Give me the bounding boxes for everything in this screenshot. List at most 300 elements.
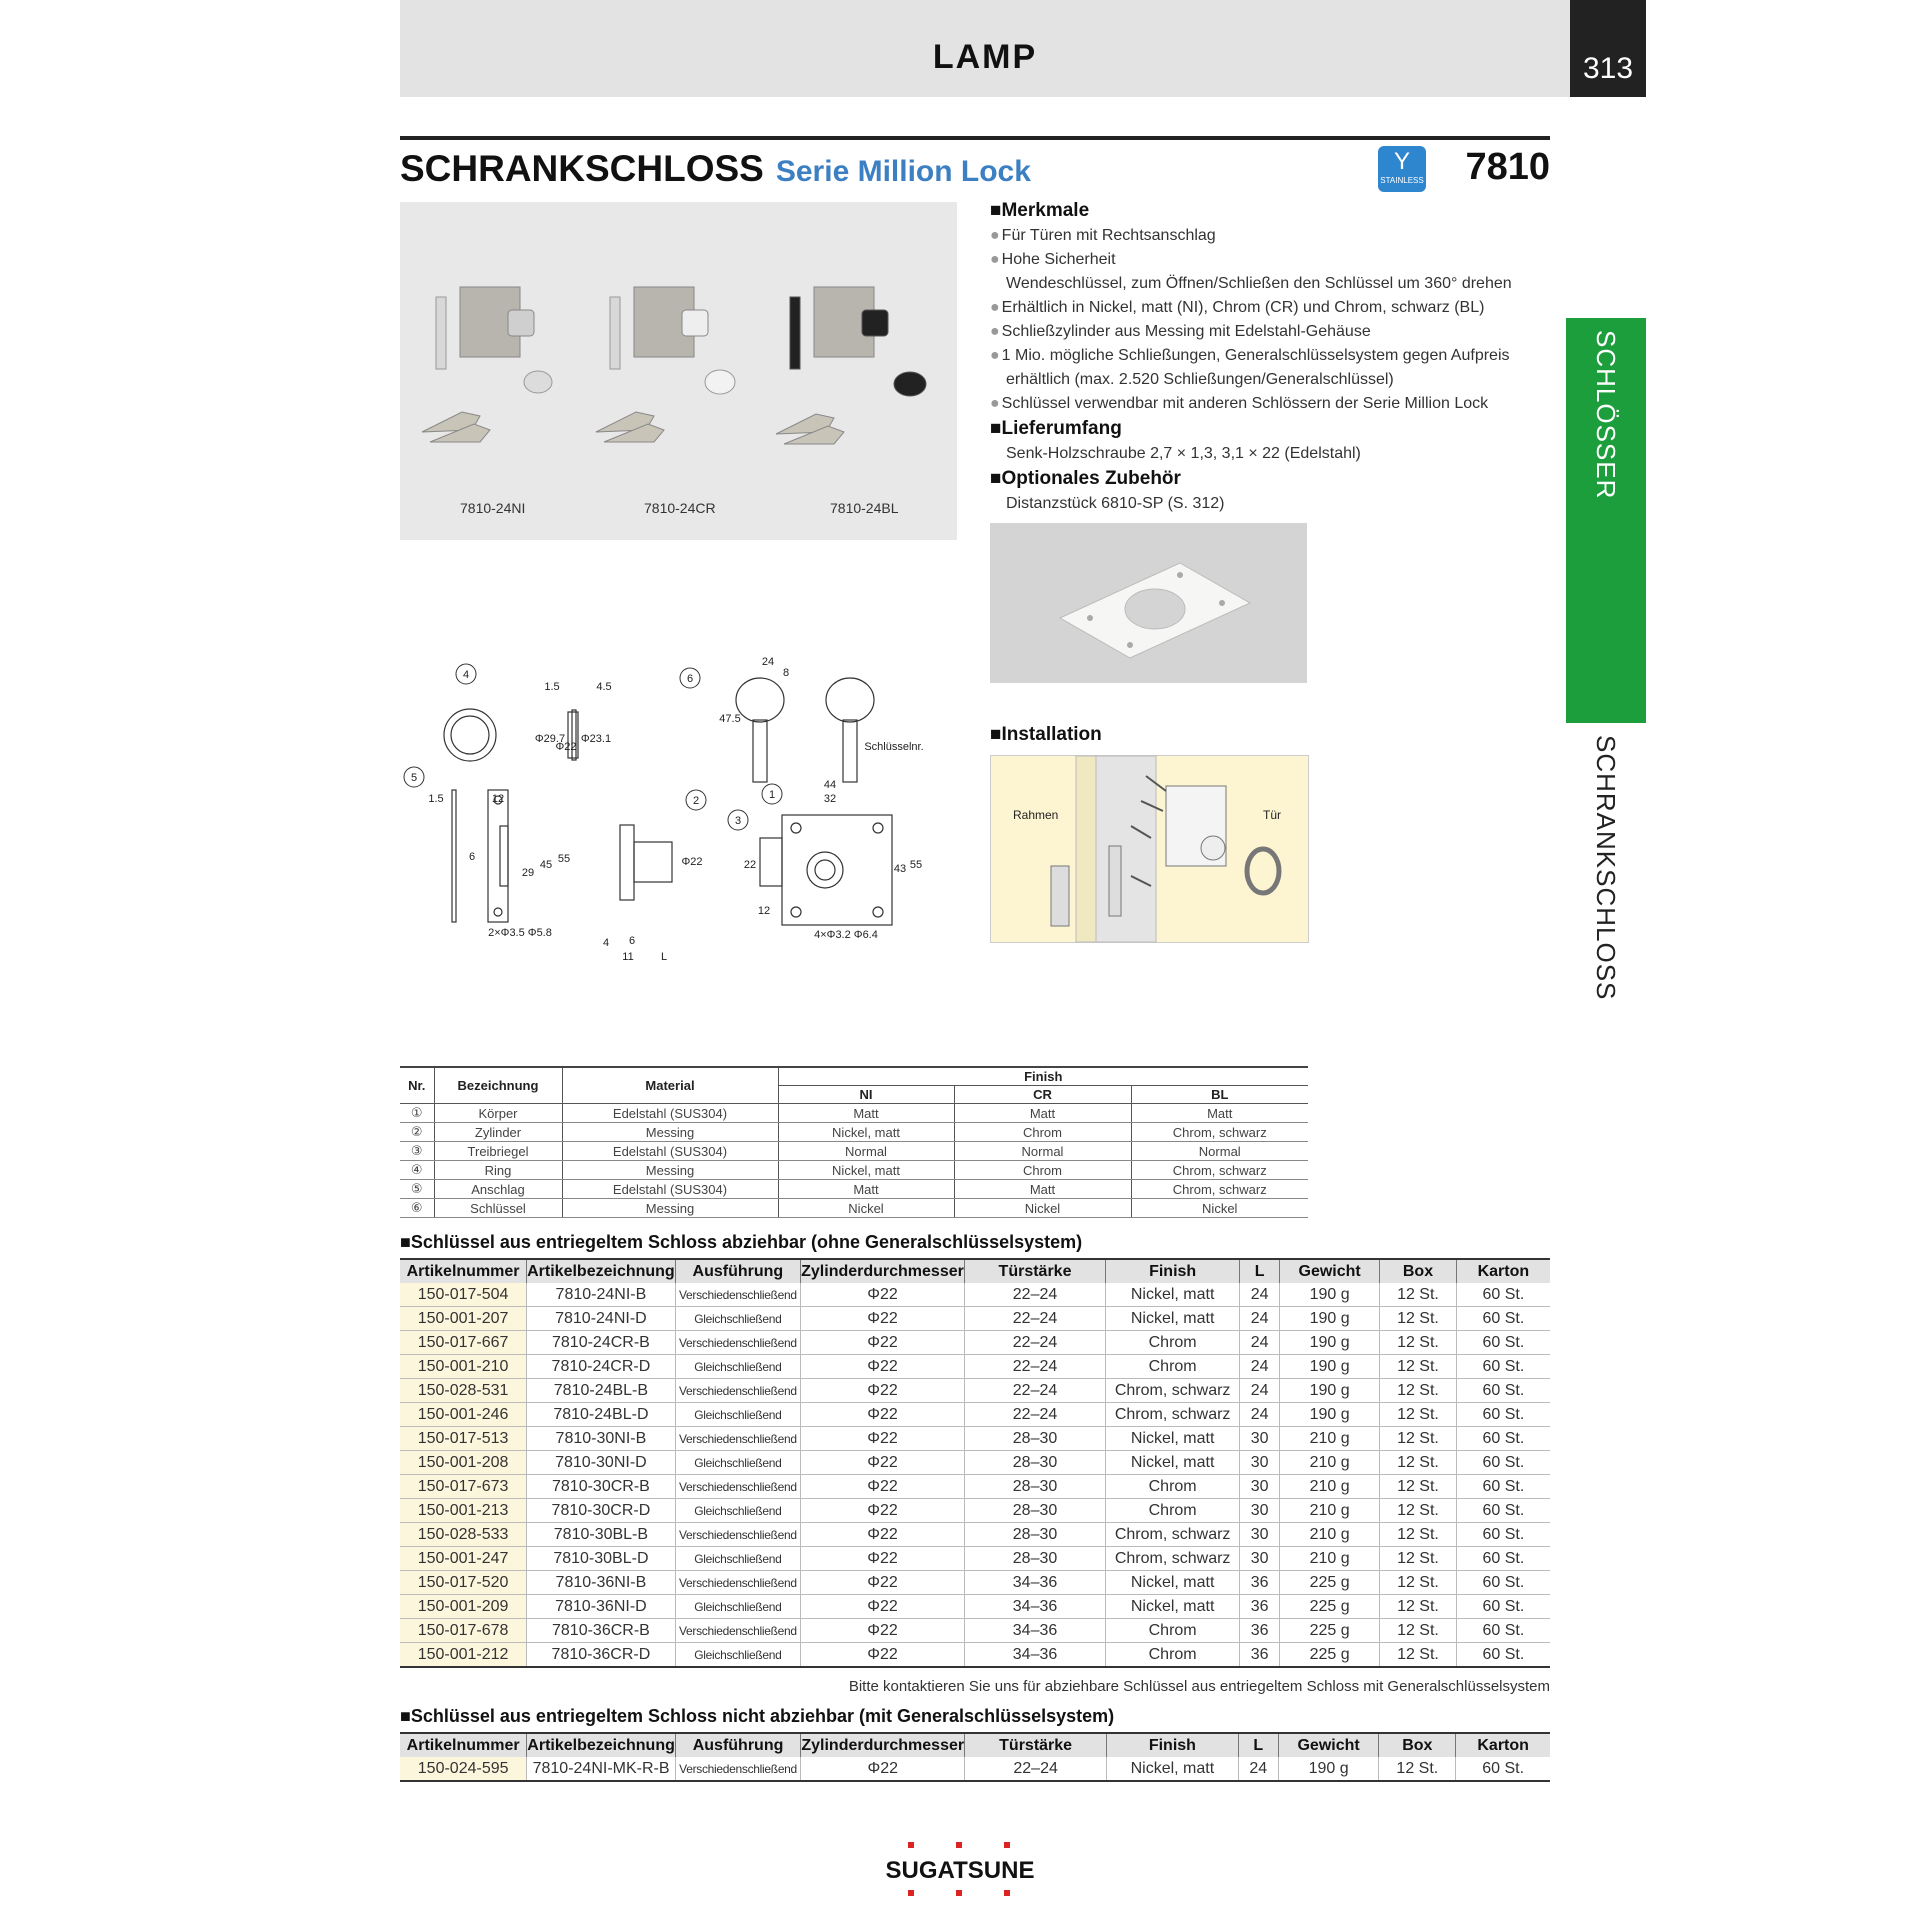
installation-diagram [990,755,1309,943]
table-cell: Chrom, schwarz [1106,1523,1240,1547]
table-cell: 7810-24CR-B [527,1331,676,1355]
column-header: Karton [1456,1259,1550,1283]
table-cell: 60 St. [1456,1379,1550,1403]
callout-5: 5 [410,772,418,784]
column-header: Finish [1107,1733,1239,1757]
table-cell: 24 [1238,1757,1278,1781]
dim-45: 45 [539,859,553,871]
table-row [400,1523,1550,1547]
table-row [400,1619,1550,1643]
table-cell: Nickel, matt [1106,1451,1240,1475]
table-cell: 190 g [1280,1307,1380,1331]
footer-logo [880,1840,1040,1900]
table-cell: 22–24 [964,1355,1105,1379]
material-table [400,1066,1308,1218]
dim-12: 12 [491,793,505,805]
table-cell: 150-028-531 [400,1379,527,1403]
column-header: Gewicht [1278,1733,1379,1757]
merkmale-heading: ■Merkmale [990,200,1090,221]
installation-label-rahmen: Rahmen [1013,808,1059,822]
mat-header-nr: Nr. [400,1067,434,1104]
table-cell: 28–30 [964,1523,1105,1547]
table-cell: 7810-24NI-MK-R-B [527,1757,676,1781]
lieferumfang-heading: ■Lieferumfang [990,418,1122,439]
table-cell: 28–30 [964,1547,1105,1571]
table-cell: Chrom [1106,1643,1240,1668]
table-cell: 24 [1240,1403,1280,1427]
table-cell: 30 [1240,1451,1280,1475]
material-cell: ② [400,1123,434,1142]
material-cell: Edelstahl (SUS304) [562,1142,778,1161]
table-cell: Nickel, matt [1107,1757,1239,1781]
dim-32: 32 [823,793,837,805]
table-cell: 34–36 [964,1619,1105,1643]
table-cell: Verschiedenschließend [675,1571,800,1595]
installation-label-tuer: Tür [1263,808,1281,822]
section2-heading: ■Schlüssel aus entriegeltem Schloss nicht abziehbar (mit Generalschlüsselsystem) [400,1706,1115,1726]
column-header: Artikelbezeichnung [527,1733,676,1757]
feature-item: ● Schließzylinder aus Messing mit Edelstahl-Gehäuse [990,320,1550,344]
feature-item: erhältlich (max. 2.520 Schließungen/Generalschlüssel) [1006,371,1394,388]
table-cell: 210 g [1280,1547,1380,1571]
table-cell: Nickel, matt [1106,1283,1240,1307]
product-photo [400,202,957,540]
table-row [400,1451,1550,1475]
table-cell: 225 g [1280,1643,1380,1668]
table-cell: 150-017-667 [400,1331,527,1355]
callout-6: 6 [686,673,694,685]
table-cell: 60 St. [1456,1403,1550,1427]
table-cell: 36 [1240,1643,1280,1668]
table-cell: Gleichschließend [675,1499,800,1523]
table-cell: 190 g [1280,1379,1380,1403]
lieferumfang-text: Senk-Holzschraube 2,7 × 1,3, 3,1 × 22 (Edelstahl) [1006,445,1361,462]
dim-22b: 22 [743,859,757,871]
table-cell: Φ22 [801,1595,965,1619]
material-cell: Messing [562,1161,778,1180]
dim-holes-1: 2×Φ3.5 Φ5.8 [488,927,552,939]
table-cell: 30 [1240,1547,1280,1571]
table-cell: 7810-24CR-D [527,1355,676,1379]
photo-label-bl: 7810-24BL [830,500,899,516]
table-cell: 12 St. [1380,1523,1457,1547]
dim-11: 11 [622,951,634,963]
table-cell: 12 St. [1380,1643,1457,1668]
table-cell: 7810-36CR-B [527,1619,676,1643]
table-cell: 60 St. [1456,1523,1550,1547]
article-table-2 [400,1732,1550,1782]
material-cell: Matt [954,1180,1131,1199]
material-cell: Matt [1131,1104,1308,1123]
material-cell: Edelstahl (SUS304) [562,1180,778,1199]
table-cell: 22–24 [964,1331,1105,1355]
zubehoer-heading: ■Optionales Zubehör [990,468,1181,489]
dim-43: 43 [893,863,907,875]
mat-header-bez: Bezeichnung [434,1067,562,1104]
table-row [400,1403,1550,1427]
table-cell: 225 g [1280,1619,1380,1643]
table-cell: 7810-30BL-B [527,1523,676,1547]
table-cell: 7810-36CR-D [527,1643,676,1668]
section1-heading: ■Schlüssel aus entriegeltem Schloss abziehbar (ohne Generalschlüsselsystem) [400,1232,1083,1252]
table-cell: 210 g [1280,1451,1380,1475]
table-cell: 7810-30CR-D [527,1499,676,1523]
dim-29-7: Φ29.7 [534,733,566,745]
table-cell: 60 St. [1456,1547,1550,1571]
feature-item: ● Schlüssel verwendbar mit anderen Schlössern der Serie Million Lock [990,392,1550,416]
dim-12b: 12 [757,905,771,917]
material-cell: Zylinder [434,1123,562,1142]
installation-heading: ■Installation [990,724,1102,745]
dim-23-1: Φ23.1 [580,733,612,745]
material-table-body [400,1104,1308,1218]
table-cell: Φ22 [801,1499,965,1523]
table-cell: Verschiedenschließend [675,1427,800,1451]
feature-item: Wendeschlüssel, zum Öffnen/Schließen den Schlüssel um 360° drehen [1006,275,1512,292]
table-cell: Φ22 [801,1547,965,1571]
title-main: SCHRANKSCHLOSS [400,148,764,189]
material-cell: Nickel [954,1199,1131,1218]
table-cell: 190 g [1280,1355,1380,1379]
material-cell: Treibriegel [434,1142,562,1161]
table-cell: Gleichschließend [675,1595,800,1619]
dim-keyno: Schlüsselnr. [864,741,924,753]
table-cell: Verschiedenschließend [675,1475,800,1499]
table-cell: Verschiedenschließend [675,1619,800,1643]
table-cell: Gleichschließend [675,1547,800,1571]
table-cell: Φ22 [801,1757,965,1781]
material-cell: ⑥ [400,1199,434,1218]
table-row [400,1643,1550,1668]
footer-brand-text: SUGATSUNE [885,1857,1035,1884]
table-cell: Nickel, matt [1106,1427,1240,1451]
table-cell: Gleichschließend [675,1403,800,1427]
table-cell: 12 St. [1380,1379,1457,1403]
table-cell: Chrom [1106,1499,1240,1523]
zubehoer-text: Distanzstück 6810-SP (S. 312) [1006,495,1225,512]
material-cell: Normal [954,1142,1131,1161]
table-cell: 7810-24BL-B [527,1379,676,1403]
material-cell: Nickel [778,1199,954,1218]
table-cell: 7810-24BL-D [527,1403,676,1427]
table-cell: 7810-24NI-D [527,1307,676,1331]
table-cell: 150-017-513 [400,1427,527,1451]
column-header: L [1238,1733,1278,1757]
table-cell: Nickel, matt [1106,1595,1240,1619]
table-cell: 22–24 [964,1403,1105,1427]
table-cell: 150-017-678 [400,1619,527,1643]
column-header: Box [1380,1259,1457,1283]
material-cell: Chrom, schwarz [1131,1123,1308,1142]
feature-item: ● Für Türen mit Rechtsanschlag [990,224,1550,248]
material-cell: ① [400,1104,434,1123]
photo-label-ni: 7810-24NI [460,500,526,516]
table-cell: 34–36 [964,1571,1105,1595]
table-cell: 150-028-533 [400,1523,527,1547]
technical-drawing [400,650,924,980]
table-row [400,1379,1550,1403]
table-cell: 24 [1240,1283,1280,1307]
column-header: Ausführung [675,1733,800,1757]
material-cell: Chrom, schwarz [1131,1180,1308,1199]
dim-4-5: 4.5 [596,681,612,693]
dim-8: 8 [782,667,790,679]
table-cell: 36 [1240,1595,1280,1619]
material-cell: ③ [400,1142,434,1161]
column-header: Türstärke [965,1733,1107,1757]
dim-L: L [660,951,668,963]
table-cell: 12 St. [1380,1331,1457,1355]
table-cell: Gleichschließend [675,1307,800,1331]
table-cell: Chrom, schwarz [1106,1547,1240,1571]
table-cell: 22–24 [964,1283,1105,1307]
brand-logo: LAMP [932,38,1038,76]
table-cell: 28–30 [964,1451,1105,1475]
dim-6: 6 [468,851,476,863]
material-cell: Edelstahl (SUS304) [562,1104,778,1123]
material-cell: Anschlag [434,1180,562,1199]
table-cell: 150-017-673 [400,1475,527,1499]
material-cell: Schlüssel [434,1199,562,1218]
table-cell: 150-001-212 [400,1643,527,1668]
table-cell: Chrom [1106,1475,1240,1499]
table-cell: 34–36 [964,1643,1105,1668]
page-number: 313 [1570,0,1646,97]
table-cell: 12 St. [1380,1403,1457,1427]
material-cell: Matt [778,1104,954,1123]
table-cell: 60 St. [1456,1595,1550,1619]
callout-3: 3 [734,815,742,827]
table-cell: Φ22 [801,1427,965,1451]
table-cell: 12 St. [1380,1595,1457,1619]
mat-header-mat: Material [562,1067,778,1104]
table-cell: 210 g [1280,1427,1380,1451]
feature-item: ● 1 Mio. mögliche Schließungen, Generalschlüsselsystem gegen Aufpreis [990,344,1550,368]
table-cell: 150-001-213 [400,1499,527,1523]
material-cell: Nickel, matt [778,1123,954,1142]
material-cell: Matt [778,1180,954,1199]
table-cell: 60 St. [1456,1499,1550,1523]
table-cell: 60 St. [1456,1451,1550,1475]
table-cell: 7810-24NI-B [527,1283,676,1307]
table-cell: 7810-30NI-D [527,1451,676,1475]
table-cell: 12 St. [1380,1475,1457,1499]
callout-4: 4 [462,669,470,681]
callout-2: 2 [692,795,700,807]
table-cell: 12 St. [1380,1547,1457,1571]
table-cell: 28–30 [964,1499,1105,1523]
table-row [400,1283,1550,1307]
table-cell: Verschiedenschließend [675,1283,800,1307]
table-cell: 150-001-246 [400,1403,527,1427]
column-header: Ausführung [675,1259,800,1283]
material-cell: Nickel, matt [778,1161,954,1180]
column-header: L [1240,1259,1280,1283]
table-cell: 60 St. [1456,1757,1550,1781]
material-cell: Körper [434,1104,562,1123]
column-header: Karton [1456,1733,1550,1757]
lock-bl-illustration [776,287,926,444]
table-cell: Chrom [1106,1331,1240,1355]
table-cell: 7810-30CR-B [527,1475,676,1499]
dim-44: 44 [823,779,837,791]
material-row [400,1199,1308,1218]
dim-55: 55 [557,853,571,865]
material-cell: Ring [434,1161,562,1180]
table-row [400,1355,1550,1379]
column-header: Box [1379,1733,1456,1757]
table-cell: 22–24 [965,1757,1107,1781]
spacer-photo [990,523,1307,683]
table-cell: 210 g [1280,1523,1380,1547]
material-cell: Matt [954,1104,1131,1123]
table-cell: 190 g [1280,1403,1380,1427]
dim-holes-2: 4×Φ3.2 Φ6.4 [814,929,878,941]
table-row [400,1475,1550,1499]
table-cell: 150-001-209 [400,1595,527,1619]
table-cell: Verschiedenschließend [675,1379,800,1403]
table-row [400,1547,1550,1571]
table-cell: Φ22 [801,1643,965,1668]
table-cell: 60 St. [1456,1307,1550,1331]
material-cell: Normal [1131,1142,1308,1161]
table-cell: 190 g [1278,1757,1379,1781]
table-cell: 22–24 [964,1307,1105,1331]
column-header: Türstärke [964,1259,1105,1283]
table-cell: 150-001-207 [400,1307,527,1331]
page-title [400,148,1031,190]
column-header: Artikelnummer [400,1259,527,1283]
column-header: Artikelnummer [400,1733,527,1757]
table-cell: Chrom [1106,1355,1240,1379]
table-cell: Φ22 [801,1403,965,1427]
table-cell: 60 St. [1456,1619,1550,1643]
material-cell: Chrom [954,1161,1131,1180]
table-cell: 60 St. [1456,1571,1550,1595]
table-cell: 24 [1240,1307,1280,1331]
table-cell: 150-001-210 [400,1355,527,1379]
table-cell: 22–24 [964,1379,1105,1403]
mat-header-finish: Finish [778,1067,1308,1086]
material-row [400,1180,1308,1199]
feature-item: ● Hohe Sicherheit [990,248,1550,272]
dim-1-5: 1.5 [544,681,560,693]
dim-24: 24 [761,656,775,668]
table-cell: 30 [1240,1499,1280,1523]
table-cell: Nickel, matt [1106,1571,1240,1595]
table-cell: Gleichschließend [675,1355,800,1379]
table-row [400,1307,1550,1331]
dim-22-cyl: Φ22 [681,856,703,868]
material-row [400,1104,1308,1123]
table-row [400,1499,1550,1523]
material-cell: Chrom, schwarz [1131,1161,1308,1180]
table-cell: 7810-30BL-D [527,1547,676,1571]
table-cell: 24 [1240,1379,1280,1403]
table-cell: Φ22 [801,1451,965,1475]
column-header: Artikelbezeichnung [527,1259,676,1283]
table-cell: 60 St. [1456,1427,1550,1451]
section1-note: Bitte kontaktieren Sie uns für abziehbare Schlüssel aus entriegeltem Schloss mit Generalschlüsselsystem [848,1678,1550,1695]
side-tab-schloesser: SCHLÖSSER [1566,318,1646,723]
table-cell: 24 [1240,1355,1280,1379]
table-cell: Φ22 [801,1571,965,1595]
table-cell: 150-017-520 [400,1571,527,1595]
table-row [400,1427,1550,1451]
material-row [400,1161,1308,1180]
table-cell: Φ22 [801,1331,965,1355]
title-series: Serie Million Lock [775,155,1031,188]
table-cell: 7810-36NI-D [527,1595,676,1619]
table-cell: Φ22 [801,1475,965,1499]
table-cell: 28–30 [964,1427,1105,1451]
table-cell: 28–30 [964,1475,1105,1499]
table-cell: Chrom, schwarz [1106,1379,1240,1403]
table-cell: 12 St. [1380,1451,1457,1475]
stainless-badge-icon: Y STAINLESS [1378,146,1426,192]
table-cell: 60 St. [1456,1283,1550,1307]
table-cell: Verschiedenschließend [675,1757,800,1781]
table-cell: Chrom, schwarz [1106,1403,1240,1427]
table-cell: 36 [1240,1619,1280,1643]
table-cell: Φ22 [801,1283,965,1307]
material-cell: ④ [400,1161,434,1180]
table-cell: Verschiedenschließend [675,1331,800,1355]
table-cell: 150-024-595 [400,1757,527,1781]
table-cell: Φ22 [801,1523,965,1547]
material-cell: Nickel [1131,1199,1308,1218]
table-cell: 24 [1240,1331,1280,1355]
photo-label-cr: 7810-24CR [644,500,716,516]
table-cell: 12 St. [1380,1499,1457,1523]
column-header: Zylinderdurchmesser [801,1259,965,1283]
table-cell: 60 St. [1456,1331,1550,1355]
table-cell: 12 St. [1380,1355,1457,1379]
table-cell: Gleichschließend [675,1643,800,1668]
table-cell: 12 St. [1379,1757,1456,1781]
table-cell: 210 g [1280,1475,1380,1499]
lock-cr-illustration [596,287,735,442]
material-cell: ⑤ [400,1180,434,1199]
table-cell: 12 St. [1380,1427,1457,1451]
table-cell: 60 St. [1456,1643,1550,1668]
dim-4: 4 [602,937,610,949]
table-cell: 36 [1240,1571,1280,1595]
feature-item: ● Erhältlich in Nickel, matt (NI), Chrom (CR) und Chrom, schwarz (BL) [990,296,1550,320]
table-cell: 12 St. [1380,1619,1457,1643]
material-row [400,1142,1308,1161]
table-row [400,1757,1550,1781]
table-cell: 225 g [1280,1571,1380,1595]
material-cell: Messing [562,1123,778,1142]
lock-ni-illustration [422,287,552,442]
table-cell: 190 g [1280,1331,1380,1355]
dim-55b: 55 [909,859,923,871]
table-cell: Nickel, matt [1106,1307,1240,1331]
mat-header-bl: BL [1131,1086,1308,1104]
table-cell: 12 St. [1380,1307,1457,1331]
column-header: Zylinderdurchmesser [801,1733,965,1757]
mat-header-ni: NI [778,1086,954,1104]
callout-1: 1 [768,789,776,801]
table-cell: 30 [1240,1427,1280,1451]
table-cell: 150-017-504 [400,1283,527,1307]
article-table-1 [400,1258,1550,1668]
title-rule [400,136,1550,140]
table-cell: 30 [1240,1523,1280,1547]
material-row [400,1123,1308,1142]
dim-1-5b: 1.5 [428,793,444,805]
